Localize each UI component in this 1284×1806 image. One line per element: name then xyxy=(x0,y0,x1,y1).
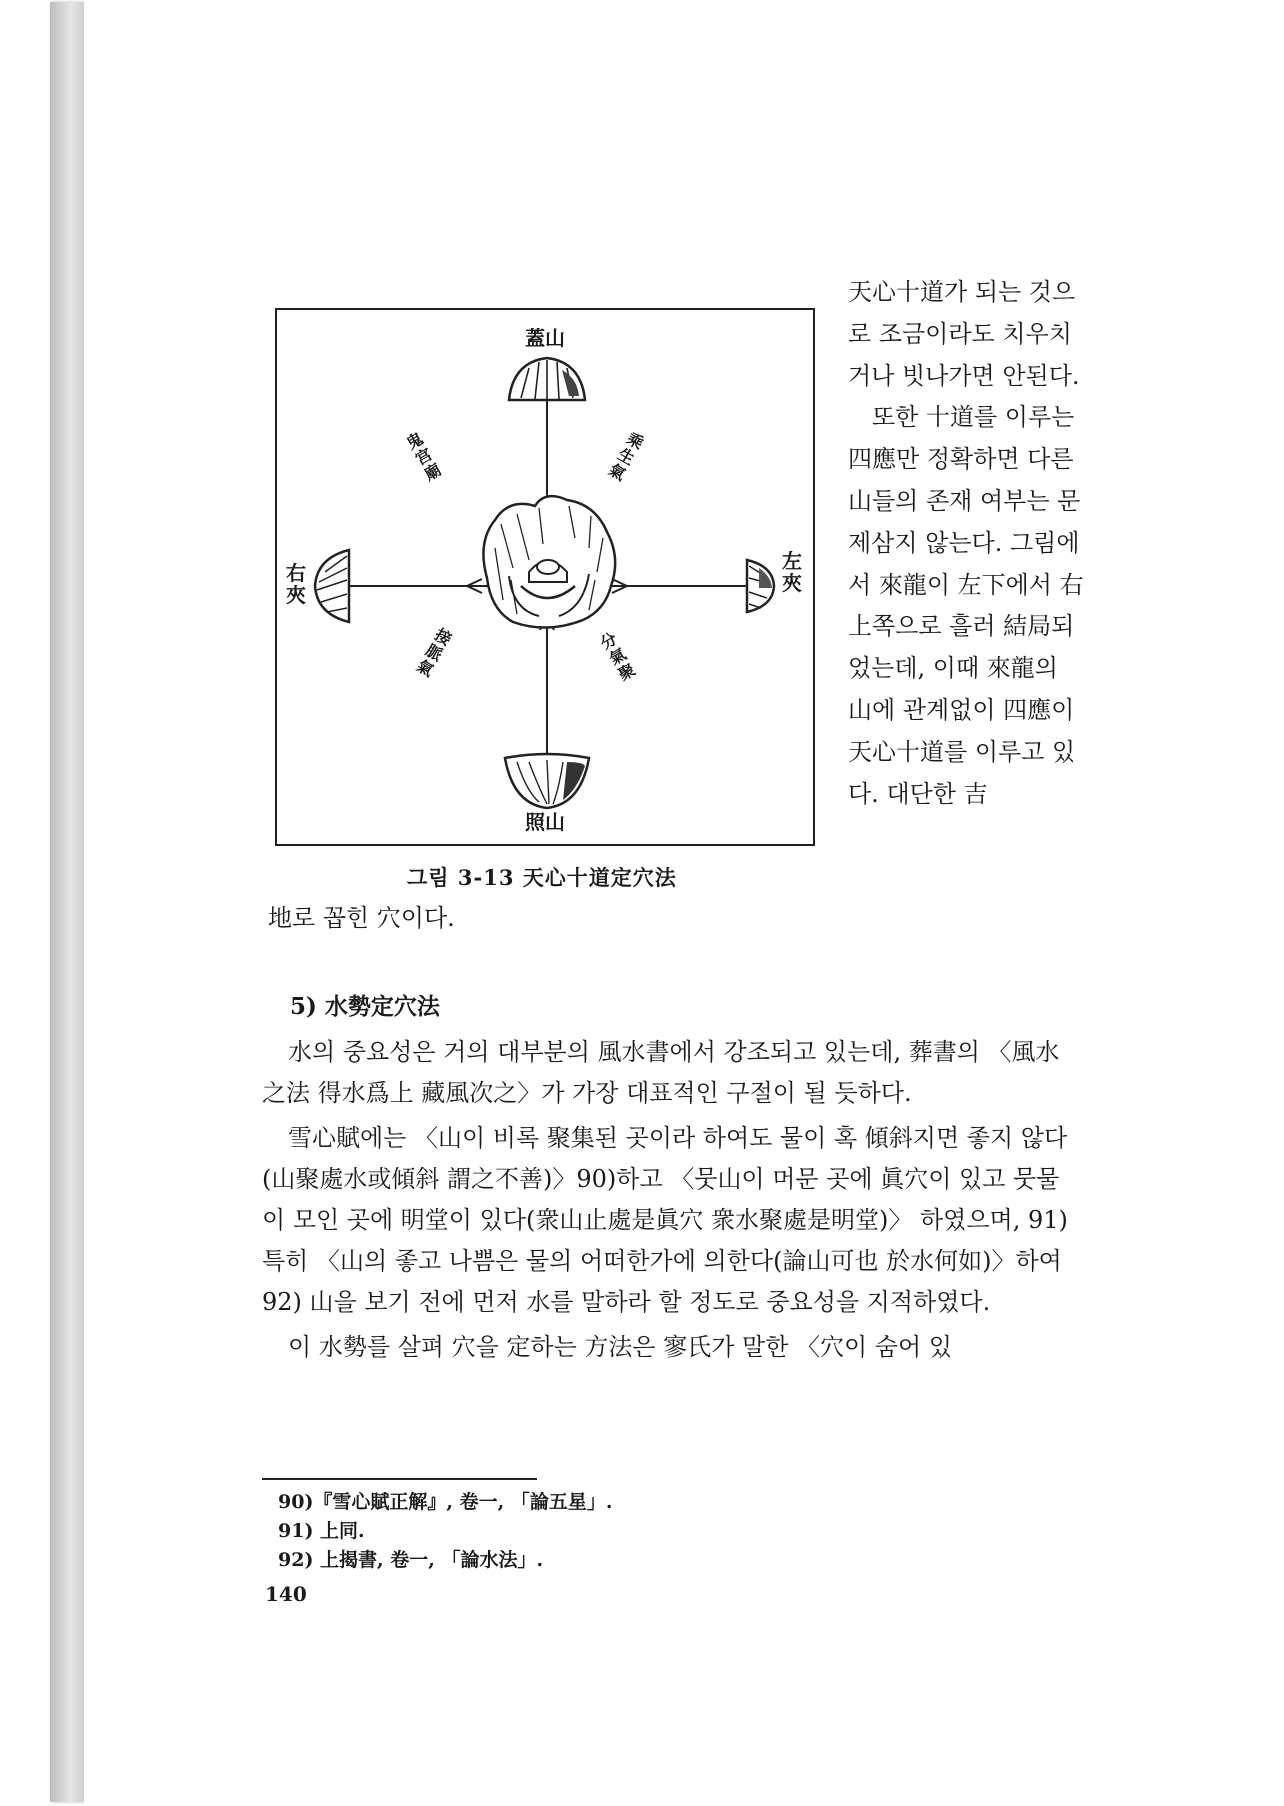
continued-line: 地로 꼽힌 穴이다. xyxy=(268,904,455,932)
footnotes xyxy=(278,1488,613,1575)
label-right-flank: 右夾 xyxy=(286,561,306,607)
body-paragraph: 이 水勢를 살펴 穴을 定하는 方法은 寥氏가 말한 〈穴이 숨어 있 xyxy=(288,1333,953,1361)
book-page xyxy=(84,0,1284,1806)
label-diag-lower-right: 分氣聚 xyxy=(597,628,639,685)
figure-frame xyxy=(275,308,815,846)
book-page-edge xyxy=(50,2,84,1802)
figure-caption: 그림 3-13 天心十道定穴法 xyxy=(407,865,677,890)
label-facing-mountain: 照山 xyxy=(525,810,565,834)
side-paragraph: 또한 十道를 이루는 四應만 정확하면 다른 山들의 존재 여부는 문제삼지 않는다. 그림에서 來龍이 左下에서 右上쪽으로 흘러 結局되었는데, 이때 來龍의 山에 관계없이 四應이 天心十道를 이루고 있다. 대단한 吉 xyxy=(848,403,1084,808)
label-diag-lower-left: 接脈氣 xyxy=(413,624,455,681)
side-text-column xyxy=(848,272,1088,815)
label-diag-upper-left: 鬼宫廟 xyxy=(403,428,445,485)
left-hill-symbol xyxy=(315,550,349,622)
label-left-flank: 左夾 xyxy=(782,549,802,595)
label-diag-upper-right: 乘生氣 xyxy=(605,428,647,485)
body-paragraph: 雪心賦에는 〈山이 비록 聚集된 곳이라 하여도 물이 혹 傾斜지면 좋지 않다(山聚處水或傾斜 謂之不善)〉90)하고 〈뭇山이 머문 곳에 眞穴이 있고 뭇물이 모인 곳에 明堂이 있다(衆山止處是眞穴 衆水聚處是明堂)〉 하였으며, 91) 특히 〈山의 좋고 나쁨은 물의 어떠한가에 의한다(論山可也 於水何如)〉하여 92) 山을 보기 전에 먼저 水를 말하라 할 정도로 중요성을 지적하였다. xyxy=(262,1124,1068,1316)
central-mountain xyxy=(483,496,615,627)
side-paragraph: 天心十道가 되는 것으로 조금이라도 치우치거나 빗나가면 안된다. xyxy=(848,278,1080,390)
footnote: 92) 上揭書, 卷一, 「論水法」. xyxy=(278,1549,544,1571)
footnote-divider xyxy=(262,1478,537,1480)
footnote: 91) 上同. xyxy=(278,1520,365,1542)
footnote: 90)『雪心賦正解』, 卷一, 「論五星」. xyxy=(278,1491,613,1513)
section-body xyxy=(262,1032,1082,1372)
body-paragraph: 水의 중요성은 거의 대부분의 風水書에서 강조되고 있는데, 葬書의 〈風水之法 得水爲上 藏風次之〉가 가장 대표적인 구절이 될 듯하다. xyxy=(262,1038,1060,1107)
figure-diagram xyxy=(277,310,817,848)
top-hill-symbol xyxy=(509,358,585,400)
right-hill-symbol xyxy=(747,560,774,612)
section-title: 5) 水勢定穴法 xyxy=(290,993,440,1020)
page-number: 140 xyxy=(265,1582,307,1606)
bottom-hill-symbol xyxy=(505,754,589,808)
label-lid-mountain: 蓋山 xyxy=(525,326,565,350)
